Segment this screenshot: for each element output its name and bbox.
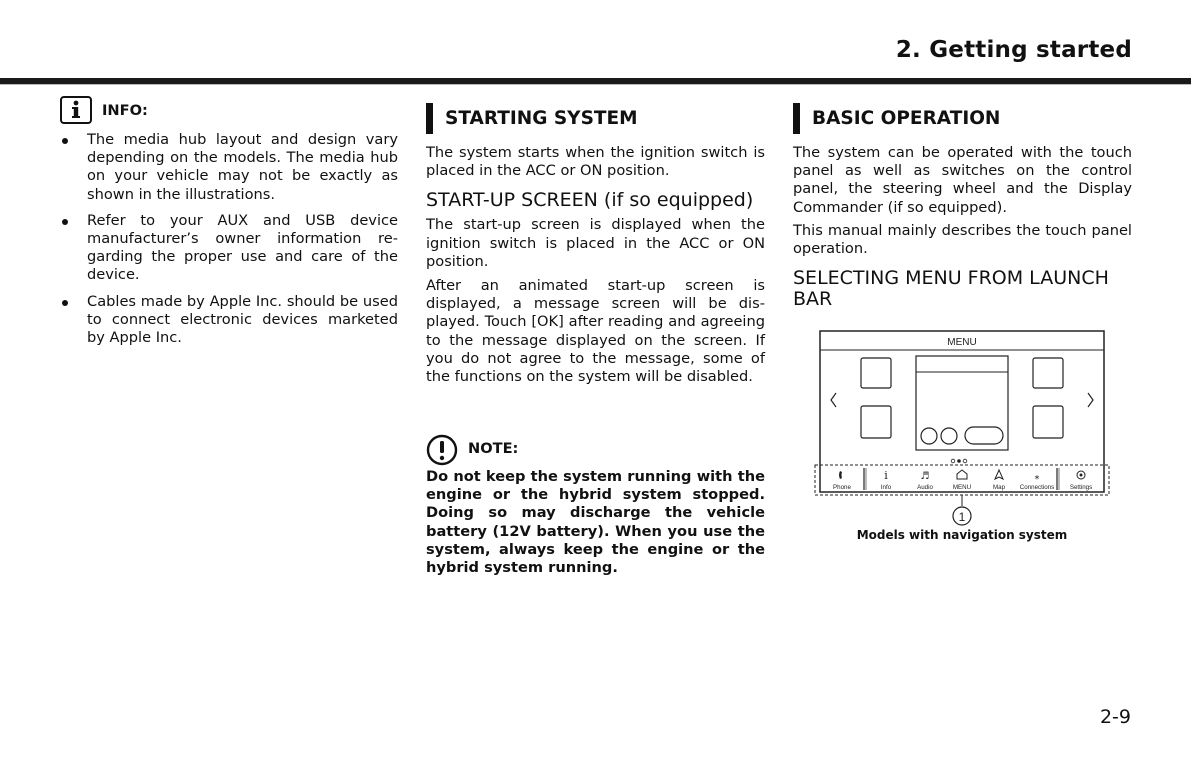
list-item xyxy=(60,212,398,285)
note-text: Do not keep the system running with the engine or the hybrid system stopped. Doing so may discharge the vehicle battery (12V battery). When you use the system, always keep the engine or the hybrid system running. xyxy=(426,468,765,577)
launch-label-audio: Audio xyxy=(917,484,933,491)
section-title: BASIC OPERATION xyxy=(812,108,1001,129)
figure-caption: Models with navigation system xyxy=(856,528,1068,542)
screen-title: MENU xyxy=(947,337,977,348)
info-icon-small: i xyxy=(884,469,888,482)
info-bullet-list xyxy=(60,131,398,355)
bullet-icon xyxy=(62,219,68,225)
basic-para-1: The system can be operated with the touch panel as well as switches on the control panel, the steering wheel and the Display Commander (if so equipped). xyxy=(793,144,1132,216)
launch-label-phone: Phone xyxy=(833,484,851,491)
section-title: STARTING SYSTEM xyxy=(445,108,638,129)
music-note-icon: ♬ xyxy=(920,471,930,482)
launch-label-menu: MENU xyxy=(952,484,972,491)
basic-operation-body xyxy=(793,144,1132,310)
bullet-text: Refer to your AUX and USB device manufacturer’s owner information regarding the proper use and care of the device. xyxy=(87,211,398,284)
launch-label-info: Info xyxy=(880,484,892,491)
bullet-text: The media hub layout and design vary depending on the models. The media hub on your vehicle may not be exactly as shown in the illustrations. xyxy=(87,131,398,203)
bullet-icon xyxy=(62,138,68,144)
bullet-text: Cables made by Apple Inc. should be used to connect electronic devices marketed by Apple Inc. xyxy=(87,292,398,347)
launch-label-connections: Connections xyxy=(1019,484,1055,491)
basic-para-2: This manual mainly describes the touch panel operation. xyxy=(793,221,1132,258)
callout-number: 1 xyxy=(958,510,966,524)
info-label: INFO: xyxy=(102,102,148,119)
launch-label-settings: Settings xyxy=(1069,484,1093,491)
section-bar xyxy=(426,103,433,134)
list-item xyxy=(60,131,398,204)
note-label: NOTE: xyxy=(468,440,519,457)
page-number: 2-9 xyxy=(1099,706,1131,728)
bullet-icon xyxy=(62,300,68,306)
section-bar xyxy=(793,103,800,134)
startup-para-2: After an animated start-up screen is displayed, a message screen will be displayed. Touch [OK] after reading and agreeing to the message displayed on the screen. If you do not agree to the message, some of the functions on the system will be disabled. xyxy=(426,277,765,386)
header-rule xyxy=(0,78,1191,84)
launch-bar-figure xyxy=(814,330,1110,530)
launch-label-map: Map xyxy=(992,484,1006,491)
startup-para-1: The start-up screen is displayed when the ignition switch is placed in the ACC or ON position. xyxy=(426,216,765,270)
starting-system-body xyxy=(426,144,765,386)
info-icon xyxy=(60,96,92,124)
list-item xyxy=(60,293,398,348)
page-header-title: 2. Getting started xyxy=(895,37,1132,63)
intro-text: The system starts when the ignition switch is placed in the ACC or ON position. xyxy=(426,144,765,180)
launch-bar-subheading: SELECTING MENU FROM LAUNCH BAR xyxy=(793,267,1109,311)
caution-icon xyxy=(426,434,458,466)
bluetooth-icon: ⁎ xyxy=(1034,471,1040,482)
screen-illustration xyxy=(814,330,1110,526)
startup-screen-subheading: START-UP SCREEN (if so equipped) xyxy=(426,189,754,212)
note-body xyxy=(426,468,765,577)
